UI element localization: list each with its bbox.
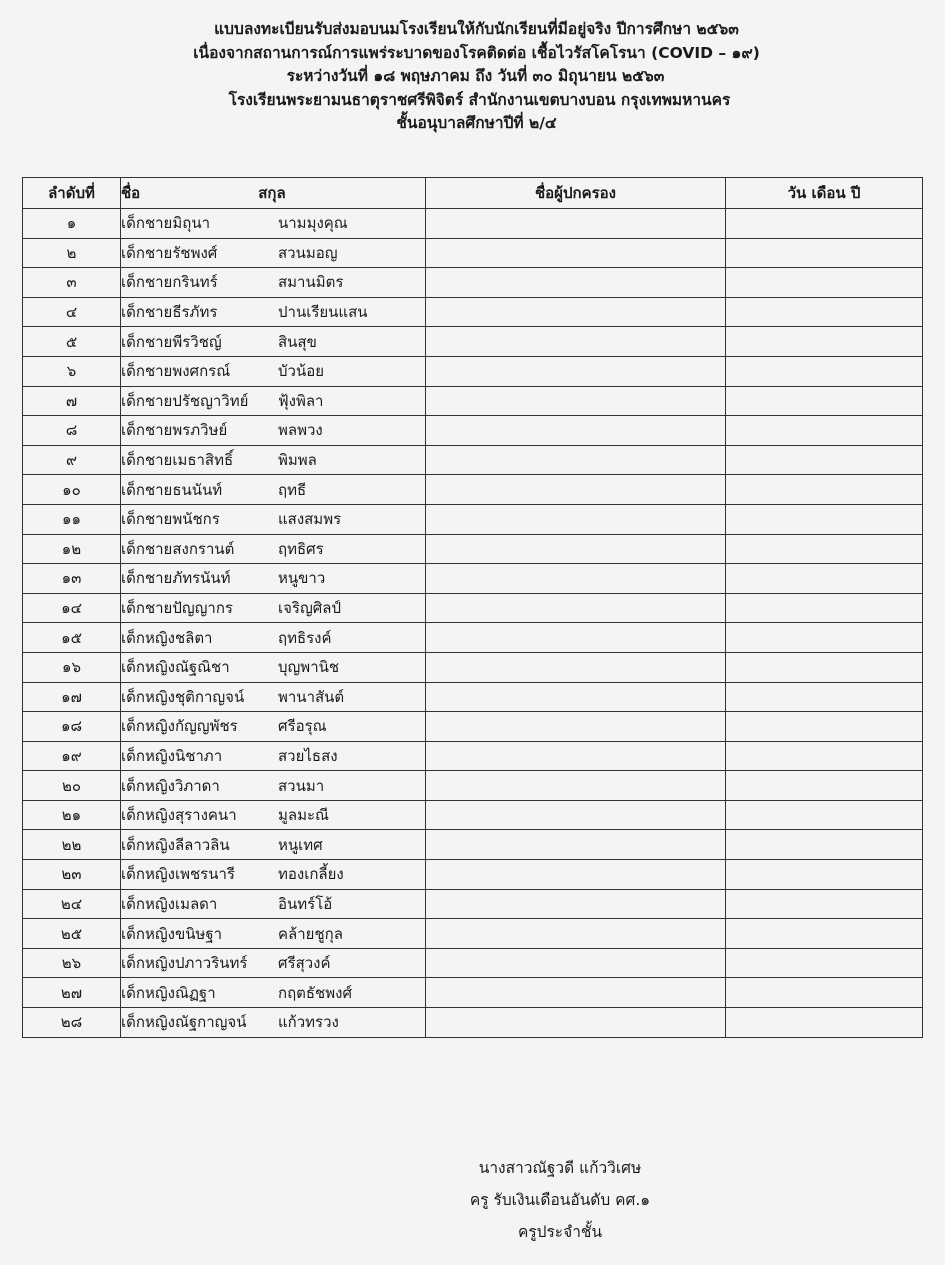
student-first-name: เด็กชายภัทรนันท์ — [121, 569, 231, 588]
guardian-signature-cell[interactable] — [426, 978, 726, 1008]
student-first-name: เด็กหญิงเพชรนารี — [121, 865, 235, 884]
header-reason: เนื่องจากสถานการณ์การแพร่ระบาดของโรคติดต่อ เชื้อไวรัสโคโรนา (COVID – ๑๙) — [193, 43, 760, 62]
signature-position: ครู รับเงินเดือนอันดับ คศ.๑ — [469, 1191, 651, 1209]
table-row — [23, 712, 923, 742]
student-name-cell — [121, 534, 426, 564]
row-number: ๒๘ — [23, 1008, 121, 1038]
guardian-signature-cell[interactable] — [426, 919, 726, 949]
guardian-signature-cell[interactable] — [426, 830, 726, 860]
table-row — [23, 356, 923, 386]
student-surname: สวยไธสง — [278, 746, 338, 765]
guardian-signature-cell[interactable] — [426, 268, 726, 298]
table-row — [23, 682, 923, 712]
table-row — [23, 209, 923, 239]
guardian-signature-cell[interactable] — [426, 652, 726, 682]
student-name-cell — [121, 356, 426, 386]
date-cell[interactable] — [726, 593, 923, 623]
guardian-signature-cell[interactable] — [426, 948, 726, 978]
student-first-name: เด็กชายธีรภัทร — [121, 303, 218, 322]
row-number: ๑๒ — [23, 534, 121, 564]
student-first-name: เด็กชายพงศกรณ์ — [121, 362, 231, 381]
student-surname: หนูขาว — [278, 569, 326, 588]
row-number: ๑๙ — [23, 741, 121, 771]
header-school: โรงเรียนพระยามนธาตุราชศรีพิจิตร์ สำนักงานเขตบางบอน กรุงเทพมหานคร — [228, 90, 731, 109]
student-surname: แสงสมพร — [278, 510, 342, 529]
guardian-signature-cell[interactable] — [426, 682, 726, 712]
student-first-name: เด็กหญิงณิฏฐา — [121, 983, 216, 1002]
guardian-signature-cell[interactable] — [426, 1008, 726, 1038]
date-cell[interactable] — [726, 741, 923, 771]
row-number: ๒๒ — [23, 830, 121, 860]
guardian-signature-cell[interactable] — [426, 445, 726, 475]
student-surname: ศรีสุวงค์ — [278, 954, 331, 973]
header-period: ระหว่างวันที่ ๑๘ พฤษภาคม ถึง วันที่ ๓๐ มิถุนายน ๒๕๖๓ — [286, 67, 665, 85]
student-first-name: เด็กชายเมธาสิทธิ์ — [121, 451, 234, 470]
date-cell[interactable] — [726, 416, 923, 446]
table-row — [23, 830, 923, 860]
student-name-cell — [121, 238, 426, 268]
table-row — [23, 386, 923, 416]
student-surname: สมานมิตร — [278, 273, 344, 292]
guardian-signature-cell[interactable] — [426, 623, 726, 653]
student-surname: แก้วทรวง — [278, 1013, 339, 1032]
student-surname: ฤทธิศร — [278, 539, 324, 558]
table-row — [23, 445, 923, 475]
row-number: ๒๔ — [23, 889, 121, 919]
student-first-name: เด็กชายพรภวิษย์ — [121, 421, 228, 440]
table-row — [23, 238, 923, 268]
table-row — [23, 297, 923, 327]
table-row — [23, 564, 923, 594]
row-number: ๙ — [23, 445, 121, 475]
student-first-name: เด็กชายรัชพงศ์ — [121, 243, 218, 262]
student-first-name: เด็กชายพีรวิชญ์ — [121, 332, 222, 351]
row-number: ๑๓ — [23, 564, 121, 594]
row-number: ๑๖ — [23, 652, 121, 682]
row-number: ๒๑ — [23, 800, 121, 830]
row-number: ๔ — [23, 297, 121, 327]
row-number: ๑๑ — [23, 504, 121, 534]
student-first-name: เด็กชายธนนันท์ — [121, 480, 223, 499]
row-number: ๑๗ — [23, 682, 121, 712]
student-surname: ปานเรียนแสน — [278, 303, 368, 322]
table-row — [23, 593, 923, 623]
guardian-signature-cell[interactable] — [426, 800, 726, 830]
row-number: ๒๓ — [23, 860, 121, 890]
student-first-name: เด็กชายสงกรานต์ — [121, 539, 235, 558]
table-row — [23, 652, 923, 682]
guardian-signature-cell[interactable] — [426, 534, 726, 564]
date-cell[interactable] — [726, 800, 923, 830]
student-name-cell — [121, 445, 426, 475]
student-first-name: เด็กชายพนัชกร — [121, 510, 220, 529]
date-cell[interactable] — [726, 978, 923, 1008]
guardian-signature-cell[interactable] — [426, 504, 726, 534]
table-row — [23, 860, 923, 890]
date-cell[interactable] — [726, 475, 923, 505]
date-cell[interactable] — [726, 445, 923, 475]
student-first-name: เด็กหญิงเมลดา — [121, 894, 218, 913]
signature-block — [445, 1152, 675, 1248]
guardian-signature-cell[interactable] — [426, 209, 726, 239]
date-cell[interactable] — [726, 771, 923, 801]
student-first-name: เด็กชายมิถุนา — [121, 214, 210, 233]
student-surname: สินสุข — [278, 332, 317, 351]
row-number: ๒๕ — [23, 919, 121, 949]
guardian-signature-cell[interactable] — [426, 712, 726, 742]
document-header — [0, 18, 945, 136]
table-row — [23, 919, 923, 949]
student-surname: บัวน้อย — [278, 362, 324, 381]
student-first-name: เด็กหญิงวิภาดา — [121, 776, 220, 795]
student-surname: คล้ายชูกุล — [278, 924, 343, 943]
table-row — [23, 889, 923, 919]
student-name-cell — [121, 771, 426, 801]
column-header-date: วัน เดือน ปี — [726, 178, 923, 209]
guardian-signature-cell[interactable] — [426, 238, 726, 268]
row-number: ๑๕ — [23, 623, 121, 653]
student-surname: หนูเทศ — [278, 835, 323, 854]
student-first-name: เด็กชายปัญญากร — [121, 599, 233, 618]
table-row — [23, 800, 923, 830]
row-number: ๑๐ — [23, 475, 121, 505]
guardian-signature-cell[interactable] — [426, 564, 726, 594]
student-name-cell — [121, 623, 426, 653]
student-first-name: เด็กหญิงกัญญพัชร — [121, 717, 238, 736]
student-surname: พานาสันต์ — [278, 687, 345, 706]
student-name-cell — [121, 830, 426, 860]
signature-role: ครูประจำชั้น — [517, 1223, 603, 1241]
student-name-cell — [121, 327, 426, 357]
student-first-name: เด็กหญิงปภาวรินทร์ — [121, 954, 248, 973]
table-row — [23, 504, 923, 534]
table-row — [23, 416, 923, 446]
table-row — [23, 948, 923, 978]
student-name-cell — [121, 919, 426, 949]
student-surname: นามมุงคุณ — [278, 214, 348, 233]
student-first-name: เด็กชายปรัชญาวิทย์ — [121, 391, 249, 410]
date-cell[interactable] — [726, 682, 923, 712]
roster-body — [23, 209, 923, 1038]
date-cell[interactable] — [726, 504, 923, 534]
student-first-name: เด็กชายกรินทร์ — [121, 273, 218, 292]
row-number: ๑ — [23, 209, 121, 239]
student-name-cell — [121, 386, 426, 416]
header-class: ชั้นอนุบาลศึกษาปีที่ ๒/๔ — [396, 114, 557, 132]
student-surname: สวนมา — [278, 776, 325, 795]
student-surname: พิมพล — [278, 451, 317, 470]
student-name-cell — [121, 682, 426, 712]
student-surname: บุญพานิช — [278, 658, 340, 677]
student-name-cell — [121, 1008, 426, 1038]
date-cell[interactable] — [726, 534, 923, 564]
row-number: ๑๔ — [23, 593, 121, 623]
guardian-signature-cell[interactable] — [426, 593, 726, 623]
date-cell[interactable] — [726, 327, 923, 357]
date-cell[interactable] — [726, 830, 923, 860]
table-row — [23, 978, 923, 1008]
student-surname: อินทร์โอ้ — [278, 894, 333, 913]
row-number: ๒๐ — [23, 771, 121, 801]
student-name-cell — [121, 712, 426, 742]
student-name-cell — [121, 948, 426, 978]
signature-name: นางสาวณัฐวดี แก้ววิเศษ — [478, 1159, 642, 1177]
date-cell[interactable] — [726, 1008, 923, 1038]
student-roster-table — [22, 177, 923, 1038]
row-number: ๒๗ — [23, 978, 121, 1008]
guardian-signature-cell[interactable] — [426, 356, 726, 386]
date-cell[interactable] — [726, 386, 923, 416]
guardian-signature-cell[interactable] — [426, 771, 726, 801]
date-cell[interactable] — [726, 889, 923, 919]
student-name-cell — [121, 800, 426, 830]
student-name-cell — [121, 593, 426, 623]
student-name-cell — [121, 978, 426, 1008]
guardian-signature-cell[interactable] — [426, 416, 726, 446]
student-surname: เจริญศิลป์ — [278, 599, 341, 618]
date-cell[interactable] — [726, 919, 923, 949]
guardian-signature-cell[interactable] — [426, 475, 726, 505]
student-name-cell — [121, 416, 426, 446]
table-row — [23, 623, 923, 653]
date-cell[interactable] — [726, 712, 923, 742]
date-cell[interactable] — [726, 268, 923, 298]
student-surname: ฤทธิรงค์ — [278, 628, 332, 647]
student-surname: พลพวง — [278, 421, 323, 440]
guardian-signature-cell[interactable] — [426, 860, 726, 890]
date-cell[interactable] — [726, 652, 923, 682]
column-header-first-name: ชื่อ — [121, 184, 141, 202]
date-cell[interactable] — [726, 238, 923, 268]
date-cell[interactable] — [726, 297, 923, 327]
student-first-name: เด็กหญิงลีลาวลิน — [121, 835, 230, 854]
date-cell[interactable] — [726, 356, 923, 386]
row-number: ๒๖ — [23, 948, 121, 978]
table-row — [23, 534, 923, 564]
student-name-cell — [121, 209, 426, 239]
date-cell[interactable] — [726, 209, 923, 239]
student-name-cell — [121, 564, 426, 594]
date-cell[interactable] — [726, 564, 923, 594]
student-surname: มูลมะณี — [278, 806, 329, 825]
date-cell[interactable] — [726, 860, 923, 890]
student-surname: ศรีอรุณ — [278, 717, 327, 736]
student-first-name: เด็กหญิงณัฐกาญจน์ — [121, 1013, 247, 1032]
table-row — [23, 475, 923, 505]
student-surname: สวนมอญ — [278, 243, 338, 262]
student-first-name: เด็กหญิงชลิตา — [121, 628, 213, 647]
column-header-surname: สกุล — [258, 184, 286, 202]
row-number: ๒ — [23, 238, 121, 268]
student-surname: ฟุ้งพิลา — [278, 391, 324, 410]
student-surname: กฤตธัชพงศ์ — [278, 983, 352, 1002]
row-number: ๗ — [23, 386, 121, 416]
column-header-number: ลำดับที่ — [23, 178, 121, 209]
student-first-name: เด็กหญิงนิชาภา — [121, 746, 223, 765]
guardian-signature-cell[interactable] — [426, 741, 726, 771]
student-name-cell — [121, 889, 426, 919]
date-cell[interactable] — [726, 623, 923, 653]
table-row — [23, 1008, 923, 1038]
student-name-cell — [121, 297, 426, 327]
header-title: แบบลงทะเบียนรับส่งมอบนมโรงเรียนให้กับนักเรียนที่มีอยู่จริง ปีการศึกษา ๒๕๖๓ — [214, 20, 739, 38]
student-first-name: เด็กหญิงณัฐณิชา — [121, 658, 230, 677]
student-first-name: เด็กหญิงสุรางคนา — [121, 806, 237, 825]
student-name-cell — [121, 741, 426, 771]
row-number: ๕ — [23, 327, 121, 357]
guardian-signature-cell[interactable] — [426, 297, 726, 327]
row-number: ๓ — [23, 268, 121, 298]
student-first-name: เด็กหญิงขนิษฐา — [121, 924, 223, 943]
guardian-signature-cell[interactable] — [426, 889, 726, 919]
column-header-name — [121, 178, 426, 209]
student-name-cell — [121, 504, 426, 534]
table-row — [23, 327, 923, 357]
student-name-cell — [121, 860, 426, 890]
student-name-cell — [121, 268, 426, 298]
table-row — [23, 771, 923, 801]
date-cell[interactable] — [726, 948, 923, 978]
table-row — [23, 741, 923, 771]
table-row — [23, 268, 923, 298]
student-name-cell — [121, 652, 426, 682]
row-number: ๑๘ — [23, 712, 121, 742]
student-name-cell — [121, 475, 426, 505]
row-number: ๖ — [23, 356, 121, 386]
row-number: ๘ — [23, 416, 121, 446]
column-header-guardian: ชื่อผู้ปกครอง — [426, 178, 726, 209]
student-surname: ทองเกลี้ยง — [278, 865, 344, 884]
student-surname: ฤทธี — [278, 480, 307, 499]
guardian-signature-cell[interactable] — [426, 327, 726, 357]
table-header-row — [23, 178, 923, 209]
student-first-name: เด็กหญิงชุติกาญจน์ — [121, 687, 245, 706]
guardian-signature-cell[interactable] — [426, 386, 726, 416]
